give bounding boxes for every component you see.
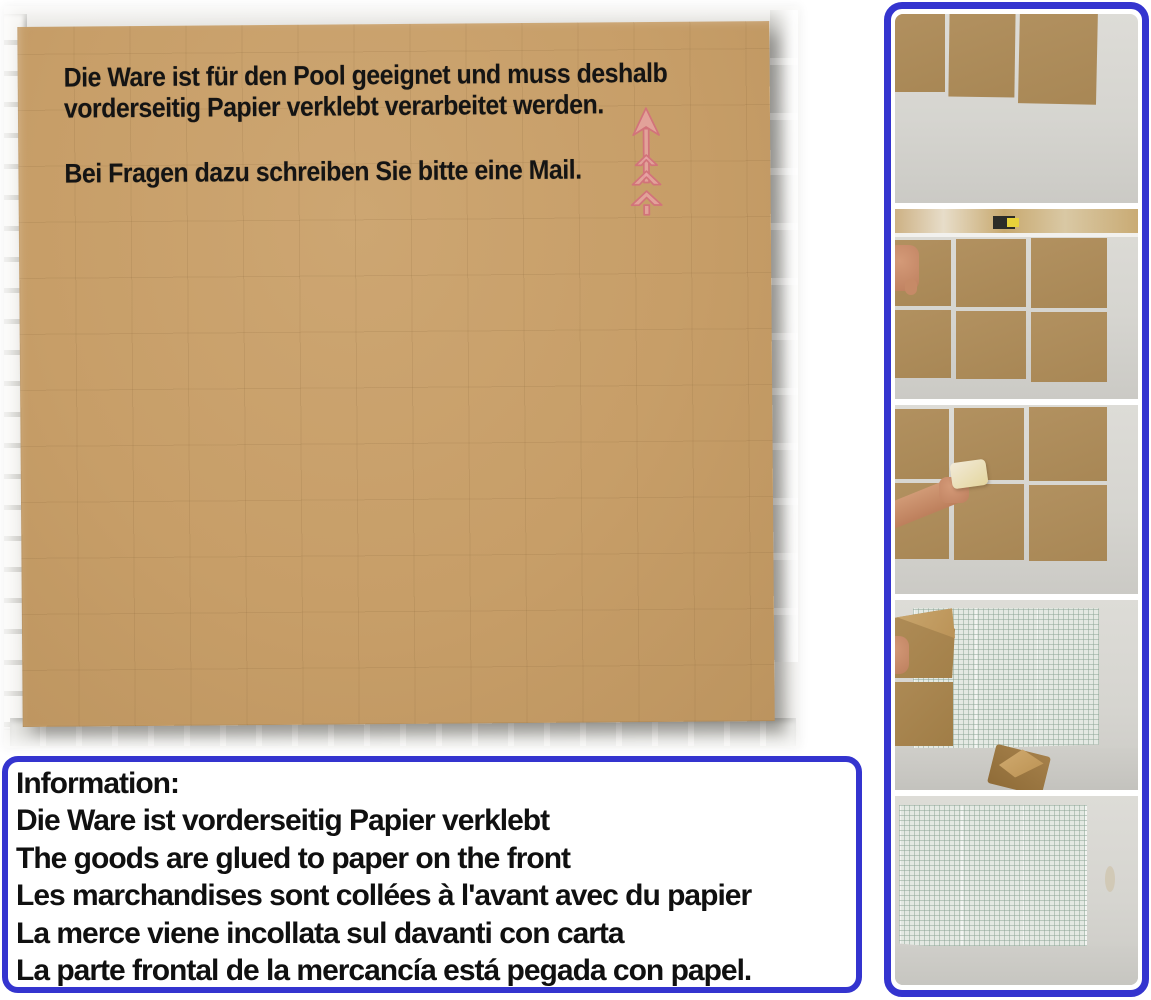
info-line-spanish: La parte frontal de la mercancía está pegada con papel. xyxy=(16,954,752,988)
paper-square xyxy=(1018,14,1098,105)
hand xyxy=(895,636,909,674)
mosaic-tile-edge-right xyxy=(770,10,798,662)
paper-square xyxy=(895,310,951,378)
hand xyxy=(895,245,919,291)
installation-steps-panel xyxy=(884,2,1149,997)
caption-line-1: Die Ware ist für den Pool geeignet und muss deshalb xyxy=(63,57,668,93)
info-title: Information: xyxy=(16,767,179,800)
paper-square xyxy=(956,239,1026,307)
steps-photo-stack xyxy=(895,14,1138,985)
step-photo-4-peeling-paper xyxy=(895,600,1138,789)
kraft-paper-sheet xyxy=(17,21,774,727)
info-line-italian: La merce viene incollata sul davanti con carta xyxy=(16,916,624,950)
sponge xyxy=(949,458,988,489)
paper-square xyxy=(1031,238,1107,308)
info-line-english: The goods are glued to paper on the front xyxy=(16,841,571,875)
main-product-photo xyxy=(4,6,800,748)
information-box xyxy=(2,756,862,993)
step-photo-1-paper-applied xyxy=(895,14,1138,203)
info-line-german: Die Ware ist vorderseitig Papier verklebt xyxy=(16,804,550,838)
caption-line-2: vorderseitig Papier verklebt verarbeitet werden. xyxy=(63,89,604,124)
caption-line-3: Bei Fragen dazu schreiben Sie bitte eine Mail. xyxy=(64,154,582,189)
step-photo-5-finished-mosaic xyxy=(895,796,1138,985)
mosaic-mesh-sheet xyxy=(899,805,1087,961)
paper-square xyxy=(1029,407,1107,481)
up-arrow-icon xyxy=(624,106,669,218)
paper-square xyxy=(1029,485,1107,561)
step-photo-3-sponging-paper xyxy=(895,405,1138,594)
paper-square xyxy=(956,311,1026,379)
workshop-tool-yellow xyxy=(1007,218,1019,227)
remaining-paper xyxy=(895,682,953,746)
paper-square xyxy=(895,409,949,479)
info-line-french: Les marchandises sont collées à l'avant avec du papier xyxy=(16,879,752,913)
paper-square xyxy=(895,14,945,92)
wall-lower-edge xyxy=(895,946,1138,985)
paper-square xyxy=(948,14,1015,97)
wall-stain xyxy=(1105,866,1115,892)
paper-square xyxy=(1031,312,1107,382)
step-photo-2-pressing-sheets xyxy=(895,209,1138,398)
